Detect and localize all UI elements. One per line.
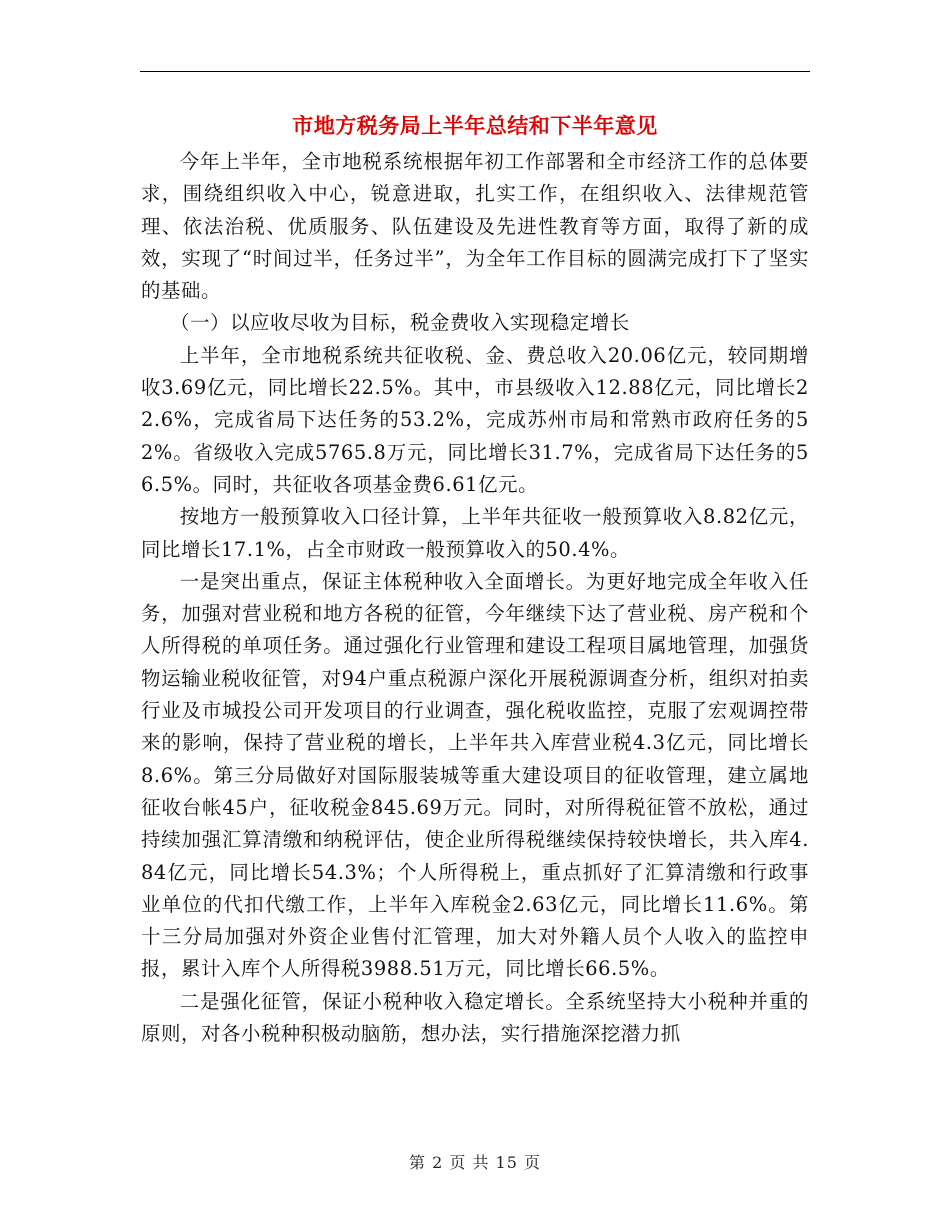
revenue-paragraph: 上半年，全市地税系统共征收税、金、费总收入20.06亿元，较同期增收3.69亿元，同比增长22.5%。其中，市县级收入12.88亿元，同比增长22.6%，完成省局下达任务的53.2%，完成苏州市局和常熟市政府任务的52%。省级收入完成5765.8万元，同比增长31.7%，完成省局下达任务的56.5%。同时，共征收各项基金费6.61亿元。 xyxy=(141,343,809,496)
document-body xyxy=(141,146,809,1050)
page-number: 第 2 页 共 15 页 xyxy=(409,1153,541,1172)
intro-paragraph: 今年上半年，全市地税系统根据年初工作部署和全市经济工作的总体要求，围绕组织收入中心，锐意进取，扎实工作，在组织收入、法律规范管理、依法治税、优质服务、队伍建设及先进性教育等方面，取得了新的成效，实现了“时间过半，任务过半”，为全年工作目标的圆满完成打下了坚实的基础。 xyxy=(141,150,809,303)
document-title: 市地方税务局上半年总结和下半年意见 xyxy=(292,113,658,138)
section-heading: （一）以应收尽收为目标，税金费收入实现稳定增长 xyxy=(170,311,630,335)
main-tax-paragraph: 一是突出重点，保证主体税种收入全面增长。为更好地完成全年收入任务，加强对营业税和地方各税的征管，今年继续下达了营业税、房产税和个人所得税的单项任务。通过强化行业管理和建设工程项目属地管理，加强货物运输业税收征管，对94户重点税源户深化开展税源调查分析，组织对拍卖行业及市城投公司开发项目的行业调查，强化税收监控，克服了宏观调控带来的影响，保持了营业税的增长，上半年共入库营业税4.3亿元，同比增长8.6%。第三分局做好对国际服装城等重大建设项目的征收管理，建立属地征收台帐45户，征收税金845.69万元。同时，对所得税征管不放松，通过持续加强汇算清缴和纳税评估，使企业所得税继续保持较快增长，共入库4.84亿元，同比增长54.3%；个人所得税上，重点抓好了汇算清缴和行政事业单位的代扣代缴工作，上半年入库税金2.63亿元，同比增长11.6%。第十三分局加强对外资企业售付汇管理，加大对外籍人员个人收入的监控申报，累计入库个人所得税3988.51万元，同比增长66.5%。 xyxy=(141,569,809,981)
header-rule xyxy=(140,71,810,72)
minor-tax-paragraph: 二是强化征管，保证小税种收入稳定增长。全系统坚持大小税种并重的原则，对各小税种积极动脑筋，想办法，实行措施深挖潜力抓 xyxy=(141,989,809,1046)
budget-paragraph: 按地方一般预算收入口径计算，上半年共征收一般预算收入8.82亿元，同比增长17.1%，占全市财政一般预算收入的50.4%。 xyxy=(141,505,809,561)
